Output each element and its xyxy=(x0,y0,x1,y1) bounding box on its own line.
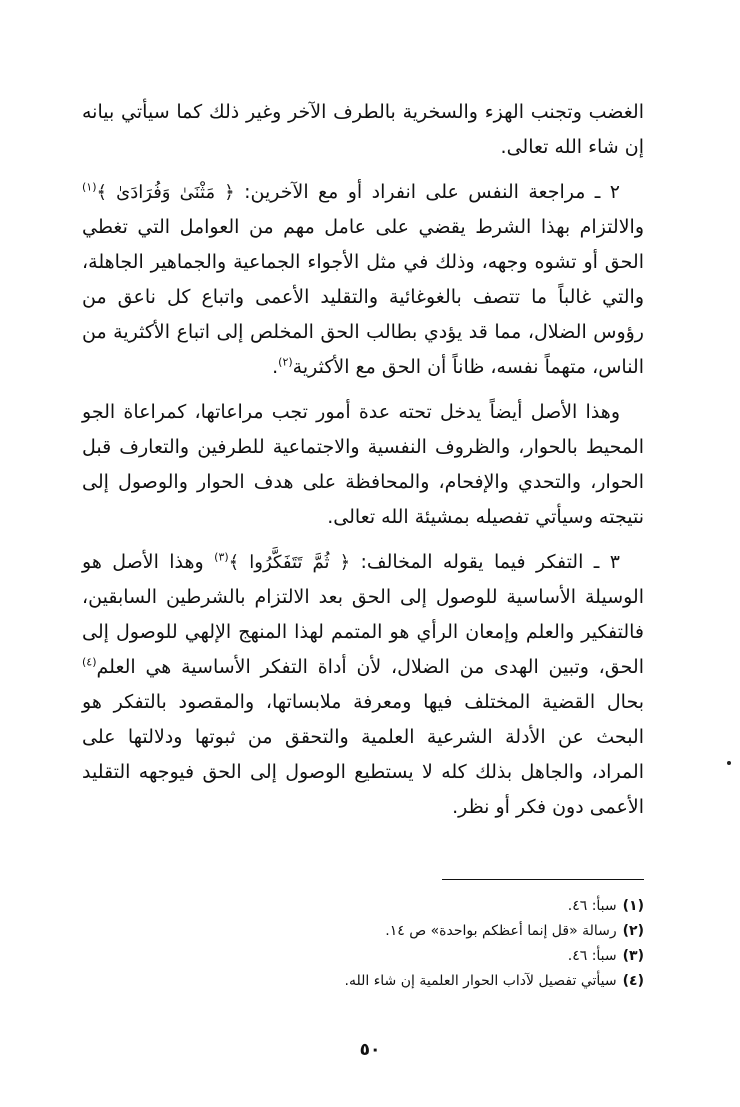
footnotes xyxy=(82,894,644,994)
footnote-number: (١) xyxy=(622,898,644,914)
paragraph-2 xyxy=(82,175,644,385)
footnote-ref-2[interactable]: (٢) xyxy=(278,355,293,369)
footnote-number: (٤) xyxy=(622,973,644,989)
footnote-text: سبأ: ٤٦. xyxy=(567,898,617,914)
footnote-ref-1[interactable]: (١) xyxy=(82,180,97,194)
paragraph-2-end: . xyxy=(272,356,279,378)
paragraph-1: الغضب وتجنب الهزء والسخرية بالطرف الآخر وغير ذلك كما سيأتي بيانه إن شاء الله تعالى. xyxy=(82,101,644,158)
principle-2-heading: ٢ ـ مراجعة النفس على انفراد أو مع الآخرين: xyxy=(244,181,620,203)
margin-mark xyxy=(727,761,731,765)
paragraph-4-text-2: بحال القضية المختلف فيها ومعرفة ملابساتها، والمقصود بالتفكر هو البحث عن الأدلة الشرعية العلمية والتحقق من ثبوتها ودلالتها على المراد، والجاهل بذلك كله لا يستطيع الوصول إلى الحق فيوجهه التقليد الأعمى دون فكر أو نظر. xyxy=(82,691,644,818)
footnote-divider xyxy=(442,879,644,880)
footnote-text: سبأ: ٤٦. xyxy=(567,948,617,964)
footnote-4 xyxy=(82,969,644,994)
footnote-ref-4[interactable]: (٤) xyxy=(82,655,97,669)
quran-verse-2: ﴿ ثُمَّ تَتَفَكَّرُوا ﴾ xyxy=(228,552,351,573)
footnote-text: رسالة «قل إنما أعظكم بواحدة» ص ١٤. xyxy=(385,923,617,939)
footnote-2 xyxy=(82,919,644,944)
main-text xyxy=(82,95,644,825)
page-number: ٥٠ xyxy=(359,1040,381,1060)
footnote-number: (٣) xyxy=(622,948,644,964)
paragraph-3: وهذا الأصل أيضاً يدخل تحته عدة أمور تجب مراعاتها، كمراعاة الجو المحيط بالحوار، والظروف النفسية والاجتماعية للطرفين والتعارف قبل الحوار، والتحدي والإفحام، والمحافظة على هدف الحوار والوصول إلى نتيجته وسيأتي تفصيله بمشيئة الله تعالى. xyxy=(82,401,644,528)
footnote-3 xyxy=(82,944,644,969)
paragraph-4-text-1: وهذا الأصل هو الوسيلة الأساسية للوصول إلى الحق بعد الالتزام بالشرطين السابقين، فالتفكير والعلم وإمعان الرأي هو المتمم لهذا المنهج الإلهي للوصول إلى الحق، وتبين الهدى من الضلال، لأن أداة التفكر الأساسية هي العلم xyxy=(82,551,644,678)
paragraph-2-text: والالتزام بهذا الشرط يقضي على عامل مهم من العوامل التي تغطي الحق أو تشوه وجهه، وذلك في مثل الأجواء الجماعية والجماهير الجاهلة، والتي غالباً ما تتصف بالغوغائية والتقليد الأعمى واتباع كل ناعق من رؤوس الضلال، مما قد يؤدي بطالب الحق المخلص إلى اتباع الأكثرية من الناس، متهماً نفسه، ظاناً أن الحق مع الأكثرية xyxy=(82,216,644,378)
footnote-ref-3[interactable]: (٣) xyxy=(214,550,229,564)
paragraph-gap xyxy=(82,385,644,395)
footnote-text: سيأتي تفصيل لآداب الحوار العلمية إن شاء الله. xyxy=(344,973,617,989)
principle-3-heading: ٣ ـ التفكر فيما يقوله المخالف: xyxy=(360,551,620,573)
footnote-number: (٢) xyxy=(622,923,644,939)
footnote-1 xyxy=(82,894,644,919)
paragraph-gap xyxy=(82,535,644,545)
paragraph-gap xyxy=(82,165,644,175)
quran-verse-1: ﴿ مَثْنَىٰ وَفُرَادَىٰ ﴾ xyxy=(96,182,235,203)
paragraph-4 xyxy=(82,545,644,825)
